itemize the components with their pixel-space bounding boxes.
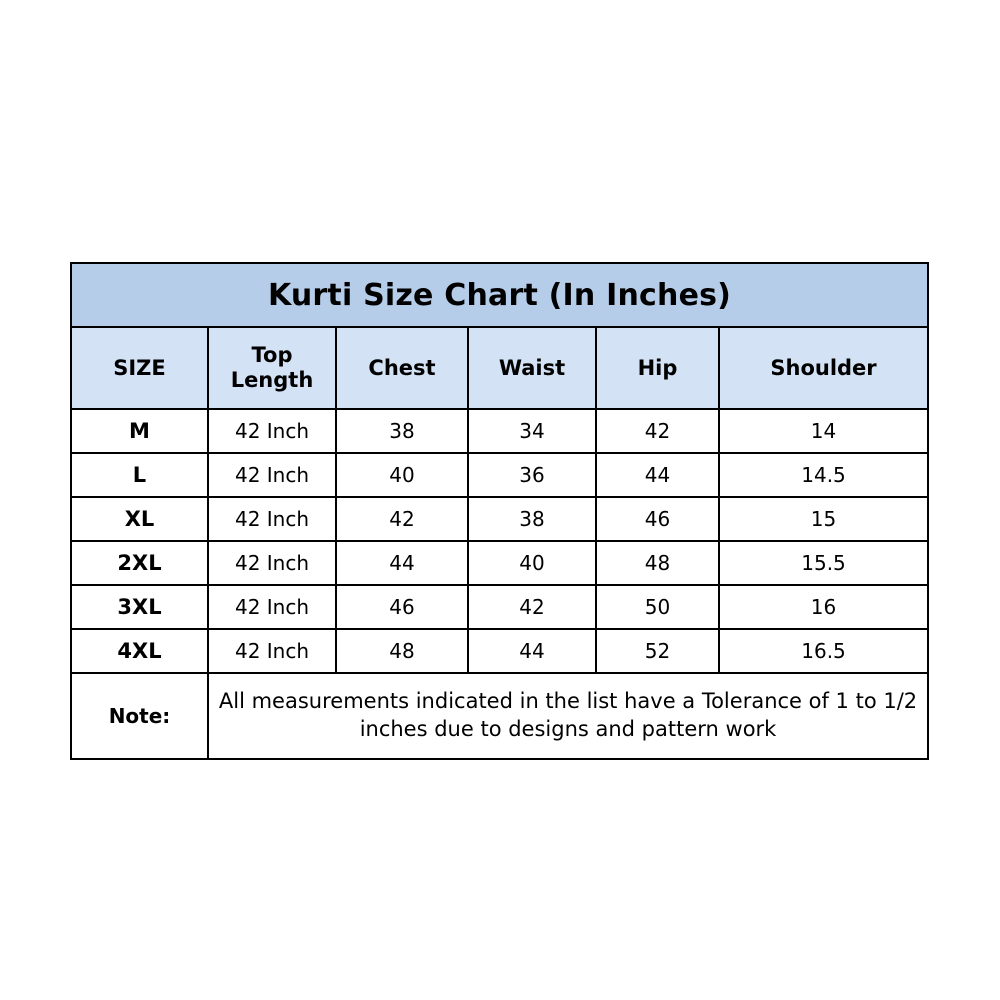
cell-chest: 44 — [336, 541, 468, 585]
note-text: All measurements indicated in the list have a Tolerance of 1 to 1/2 inches due to designs and pattern work — [208, 673, 928, 759]
table-row — [71, 497, 928, 541]
cell-size: XL — [71, 497, 208, 541]
table-row — [71, 585, 928, 629]
note-row — [71, 673, 928, 759]
cell-shoulder: 15 — [719, 497, 928, 541]
column-header-waist: Waist — [468, 327, 596, 409]
cell-chest: 38 — [336, 409, 468, 453]
size-chart-container — [70, 262, 927, 760]
table-row — [71, 409, 928, 453]
column-header-shoulder: Shoulder — [719, 327, 928, 409]
cell-size: 3XL — [71, 585, 208, 629]
cell-waist: 36 — [468, 453, 596, 497]
cell-size: 2XL — [71, 541, 208, 585]
table-row — [71, 541, 928, 585]
cell-hip: 48 — [596, 541, 719, 585]
cell-waist: 38 — [468, 497, 596, 541]
cell-waist: 40 — [468, 541, 596, 585]
cell-waist: 34 — [468, 409, 596, 453]
cell-chest: 46 — [336, 585, 468, 629]
table-title-row — [71, 263, 928, 327]
cell-shoulder: 15.5 — [719, 541, 928, 585]
cell-top-length: 42 Inch — [208, 629, 336, 673]
cell-size: 4XL — [71, 629, 208, 673]
cell-top-length: 42 Inch — [208, 453, 336, 497]
cell-waist: 44 — [468, 629, 596, 673]
cell-shoulder: 14 — [719, 409, 928, 453]
cell-chest: 42 — [336, 497, 468, 541]
cell-top-length: 42 Inch — [208, 541, 336, 585]
cell-hip: 44 — [596, 453, 719, 497]
cell-hip: 52 — [596, 629, 719, 673]
cell-top-length: 42 Inch — [208, 497, 336, 541]
note-label: Note: — [71, 673, 208, 759]
chart-title: Kurti Size Chart (In Inches) — [71, 263, 928, 327]
kurti-size-chart-table — [70, 262, 929, 760]
cell-hip: 50 — [596, 585, 719, 629]
cell-shoulder: 14.5 — [719, 453, 928, 497]
table-row — [71, 453, 928, 497]
cell-waist: 42 — [468, 585, 596, 629]
cell-top-length: 42 Inch — [208, 409, 336, 453]
cell-shoulder: 16.5 — [719, 629, 928, 673]
cell-hip: 42 — [596, 409, 719, 453]
column-header-chest: Chest — [336, 327, 468, 409]
cell-size: M — [71, 409, 208, 453]
cell-chest: 40 — [336, 453, 468, 497]
cell-top-length: 42 Inch — [208, 585, 336, 629]
cell-size: L — [71, 453, 208, 497]
table-row — [71, 629, 928, 673]
column-header-hip: Hip — [596, 327, 719, 409]
cell-chest: 48 — [336, 629, 468, 673]
column-header-top-length: Top Length — [208, 327, 336, 409]
cell-shoulder: 16 — [719, 585, 928, 629]
cell-hip: 46 — [596, 497, 719, 541]
column-header-size: SIZE — [71, 327, 208, 409]
table-header-row — [71, 327, 928, 409]
